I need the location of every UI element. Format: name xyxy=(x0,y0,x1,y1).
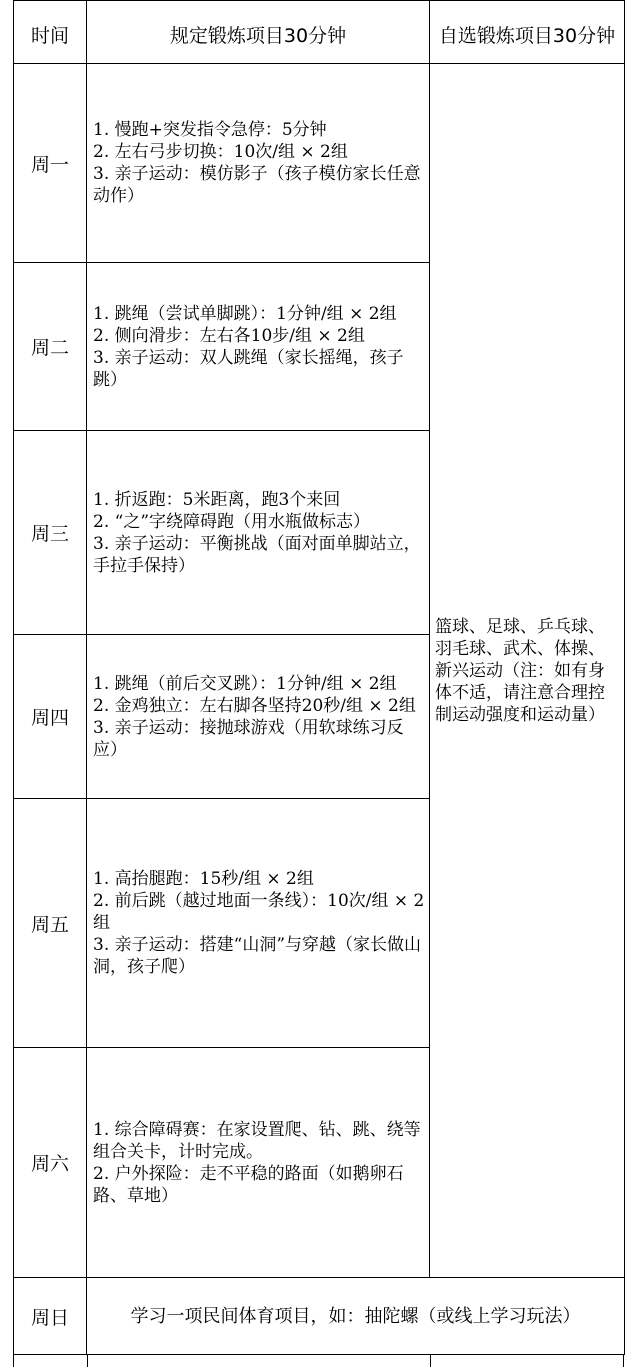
required-cell xyxy=(87,799,430,1048)
list-item: 1. 高抬腿跑：15秒/组 × 2组 xyxy=(93,869,314,889)
list-item: 2. 侧向滑步：左右各10步/组 × 2组 xyxy=(93,325,365,346)
list-item: 2. 前后跳（越过地面一条线）：10次/组 × 2组 xyxy=(93,891,425,933)
table-continuation-strip xyxy=(13,1354,624,1367)
required-cell xyxy=(87,431,430,635)
list-item: 3. 亲子运动：模仿影子（孩子模仿家长任意动作） xyxy=(93,164,421,206)
list-item: 2. 户外探险：走不平稳的路面（如鹅卵石路、草地） xyxy=(93,1163,404,1206)
list-item: 2. 左右弓步切换：10次/组 × 2组 xyxy=(93,142,348,162)
day-cell: 周一 xyxy=(14,64,87,263)
list-item: 1. 综合障碍赛：在家设置爬、钻、跳、绕等组合关卡，计时完成。 xyxy=(93,1119,421,1162)
header-time: 时间 xyxy=(14,1,87,64)
optional-cell: 篮球、足球、乒乓球、羽毛球、武术、体操、新兴运动（注：如有身体不适，请注意合理控制运动强度和运动量） xyxy=(430,64,625,1278)
required-cell xyxy=(87,64,430,263)
day-cell: 周二 xyxy=(14,263,87,431)
header-optional: 自选锻炼项目30分钟 xyxy=(430,1,625,64)
day-cell: 周日 xyxy=(14,1278,87,1355)
day-cell: 周四 xyxy=(14,635,87,799)
header-row xyxy=(14,1,625,64)
list-item: 1. 跳绳（前后交叉跳）：1分钟/组 × 2组 xyxy=(93,673,397,694)
list-item: 3. 亲子运动：接抛球游戏（用软球练习反应） xyxy=(93,717,404,760)
required-cell xyxy=(87,1048,430,1278)
required-cell xyxy=(87,263,430,431)
list-item: 1. 慢跑+突发指令急停：5分钟 xyxy=(93,120,327,140)
required-cell xyxy=(87,635,430,799)
divider xyxy=(87,1355,88,1367)
header-required: 规定锻炼项目30分钟 xyxy=(87,1,430,64)
sunday-cell: 学习一项民间体育项目，如：抽陀螺（或线上学习玩法） xyxy=(87,1278,625,1355)
list-item: 2. “之”字绕障碍跑（用水瓶做标志） xyxy=(93,511,371,532)
table-row-sunday xyxy=(14,1278,625,1355)
list-item: 1. 跳绳（尝试单脚跳）：1分钟/组 × 2组 xyxy=(93,303,397,324)
day-cell: 周三 xyxy=(14,431,87,635)
list-item: 3. 亲子运动：平衡挑战（面对面单脚站立，手拉手保持） xyxy=(93,533,421,576)
day-cell: 周六 xyxy=(14,1048,87,1278)
exercise-schedule-table xyxy=(13,0,625,1355)
list-item: 1. 折返跑：5米距离，跑3个来回 xyxy=(93,489,341,510)
list-item: 2. 金鸡独立：左右脚各坚持20秒/组 × 2组 xyxy=(93,695,416,716)
table-row-monday xyxy=(14,64,625,263)
list-item: 3. 亲子运动：双人跳绳（家长摇绳，孩子跳） xyxy=(93,347,404,390)
day-cell: 周五 xyxy=(14,799,87,1048)
divider xyxy=(430,1355,431,1367)
list-item: 3. 亲子运动：搭建“山洞”与穿越（家长做山洞，孩子爬） xyxy=(93,935,422,977)
